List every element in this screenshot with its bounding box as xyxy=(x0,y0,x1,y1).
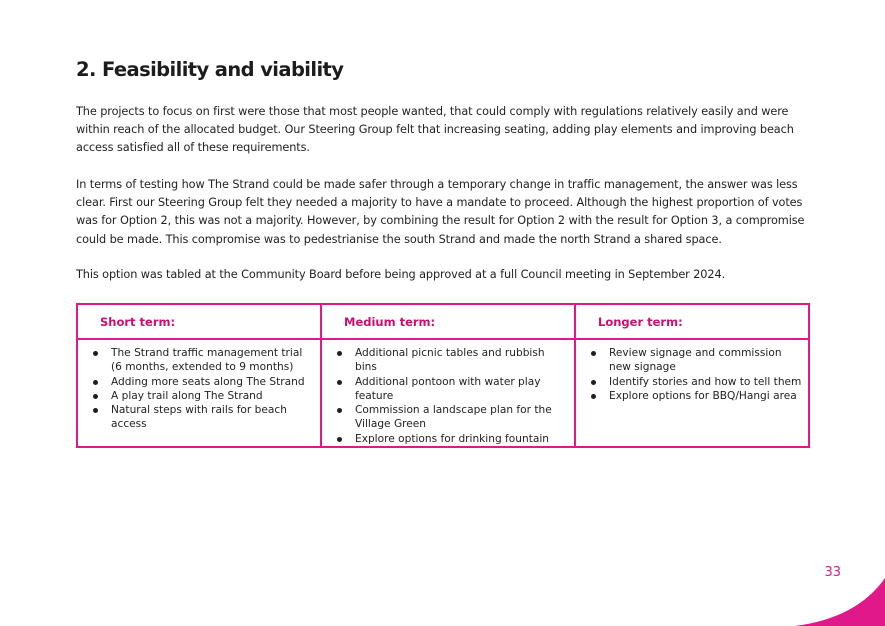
terms-header-row xyxy=(77,304,809,339)
list-item xyxy=(90,346,314,375)
short-term-list xyxy=(90,346,314,432)
list-item xyxy=(334,403,568,432)
list-item-text: Explore options for drinking fountain xyxy=(355,432,550,445)
longer-term-cell xyxy=(575,339,809,447)
list-item xyxy=(90,389,314,403)
list-item xyxy=(334,346,568,375)
short-term-heading: Short term: xyxy=(77,304,321,339)
list-item xyxy=(334,375,568,404)
medium-term-list xyxy=(334,346,568,446)
corner-decoration-shape xyxy=(795,578,885,626)
list-item-text: Explore options for BBQ/Hangi area xyxy=(609,389,797,402)
list-item-text: Adding more seats along The Strand xyxy=(111,375,305,388)
list-item-text: Commission a landscape plan for the Village Green xyxy=(355,404,552,431)
list-item-text: The Strand traffic management trial (6 months, extended to 9 months) xyxy=(111,347,303,374)
short-term-cell xyxy=(77,339,321,447)
page-number: 33 xyxy=(824,565,841,580)
paragraph: This option was tabled at the Community Board before being approved at a full Council meeting in September 2024. xyxy=(76,268,726,281)
list-item xyxy=(90,375,314,389)
list-item xyxy=(588,375,802,389)
list-item-text: Identify stories and how to tell them xyxy=(609,375,802,388)
longer-term-list xyxy=(588,346,802,403)
list-item xyxy=(588,389,802,403)
paragraph: The projects to focus on first were those that most people wanted, that could comply with regulations relatively easily and were within reach of the allocated budget. Our Steering Group felt that increasing seating, adding play elements and improving beach access satisfied all of these requirements. xyxy=(76,105,794,155)
page-title: 2. Feasibility and viability xyxy=(76,58,344,81)
list-item-text: Review signage and commission new signage xyxy=(609,347,782,374)
list-item-text: A play trail along The Strand xyxy=(111,389,263,402)
list-item xyxy=(334,432,568,446)
medium-term-cell xyxy=(321,339,575,447)
list-item-text: Additional picnic tables and rubbish bins xyxy=(355,347,545,374)
terms-body-row xyxy=(77,339,809,447)
list-item xyxy=(90,403,314,432)
list-item-text: Natural steps with rails for beach access xyxy=(111,404,287,431)
list-item xyxy=(588,346,802,375)
paragraph: In terms of testing how The Strand could be made safer through a temporary change in traffic management, the answer was less clear. First our Steering Group felt they needed a majority to have a mandate to proceed. Although the highest proportion of votes was for Option 2, this was not a majority. However, by combining the result for Option 2 with the result for Option 3, a compromise could be made. This compromise was to pedestrianise the south Strand and made the north Strand a shared space. xyxy=(76,178,805,246)
longer-term-heading: Longer term: xyxy=(575,304,809,339)
medium-term-heading: Medium term: xyxy=(321,304,575,339)
list-item-text: Additional pontoon with water play feature xyxy=(355,375,541,402)
terms-table xyxy=(76,303,810,448)
